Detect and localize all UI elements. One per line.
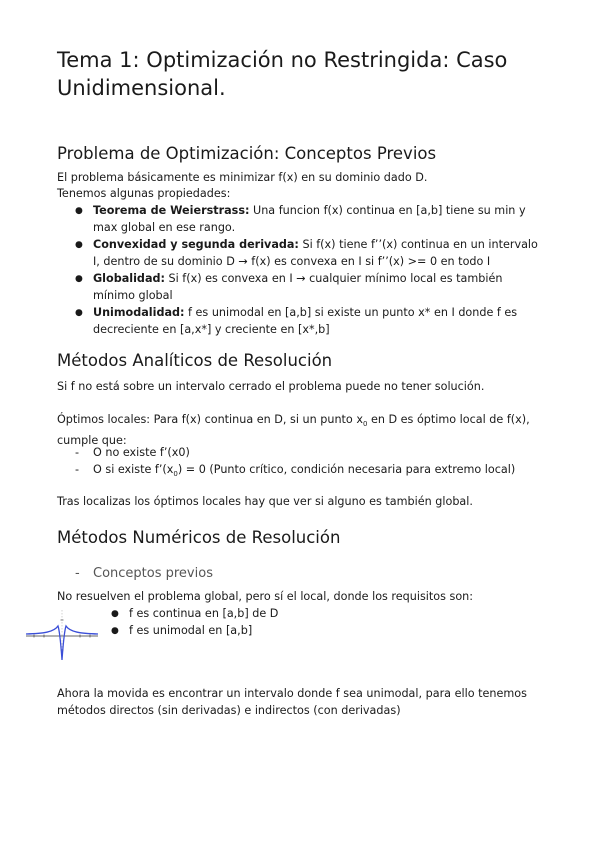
list-item xyxy=(57,203,547,236)
list-item-text: Una funcion f(x) continua en [a,b] tiene su min y max global en ese rango. xyxy=(93,204,526,234)
unimodal-function-graph xyxy=(24,606,100,662)
subheading-conceptos-previos xyxy=(57,565,213,583)
paragraph-globales: Tras localizas los óptimos locales hay que ver si alguno es también global. xyxy=(57,495,473,508)
paragraph-intro: El problema básicamente es minimizar f(x) en su dominio dado D. xyxy=(57,171,428,184)
term-weierstrass: Teorema de Weierstrass: xyxy=(93,204,250,217)
list-item xyxy=(57,271,547,304)
term-unimodalidad: Unimodalidad: xyxy=(93,306,185,319)
text-fragment: en D es óptimo local de f(x), cumple que: xyxy=(57,413,530,447)
list-item xyxy=(57,305,547,338)
section-heading-metodos-numericos: Métodos Numéricos de Resolución xyxy=(57,528,341,547)
list-item: ● f es unimodal en [a,b] xyxy=(95,623,495,640)
subheading-text: Conceptos previos xyxy=(93,566,213,581)
section-heading-metodos-analiticos: Métodos Analíticos de Resolución xyxy=(57,351,333,370)
list-item-text: Si f(x) tiene f’’(x) continua en un intervalo I, dentro de su dominio D → f(x) es convexa en I si f’’(x) >= 0 en todo I xyxy=(93,238,538,268)
paragraph-requisitos: No resuelven el problema global, pero sí el local, donde los requisitos son: xyxy=(57,590,474,603)
subheading-dash: - xyxy=(75,566,80,581)
list-item xyxy=(57,237,547,270)
term-globalidad: Globalidad: xyxy=(93,272,165,285)
paragraph-intervalo: Si f no está sobre un intervalo cerrado el problema puede no tener solución. xyxy=(57,380,485,393)
subscript: 0 xyxy=(173,469,178,478)
text-fragment: ) = 0 (Punto crítico, condición necesaria para extremo local) xyxy=(177,462,516,476)
list-item xyxy=(57,462,547,483)
conditions-list xyxy=(57,445,547,482)
section-heading-conceptos-previos: Problema de Optimización: Conceptos Previos xyxy=(57,144,437,163)
list-item-text: Si f(x) es convexa en I → cualquier mínimo local es también mínimo global xyxy=(93,272,503,302)
paragraph-optimos-locales xyxy=(57,412,557,449)
paragraph-propiedades: Tenemos algunas propiedades: xyxy=(57,187,231,200)
subscript: 0 xyxy=(362,420,368,429)
term-convexidad: Convexidad y segunda derivada: xyxy=(93,238,299,251)
properties-list xyxy=(57,203,547,339)
text-fragment: Óptimos locales: Para f(x) continua en D, si un punto x xyxy=(57,413,363,426)
requirements-list xyxy=(95,606,495,639)
paragraph-movida: Ahora la movida es encontrar un intervalo donde f sea unimodal, para ello tenemos métodos directos (sin derivadas) e indirectos (con derivadas) xyxy=(57,687,527,717)
list-item-text: f es unimodal en [a,b] si existe un punto x* en I donde f es decreciente en [a,x*] y creciente en [x*,b] xyxy=(93,306,518,336)
page-title: Tema 1: Optimización no Restringida: Caso Unidimensional. xyxy=(57,48,508,100)
list-item: ● f es continua en [a,b] de D xyxy=(95,606,495,623)
text-fragment: O si existe f’(x xyxy=(93,462,174,476)
list-item: - O no existe f’(x0) xyxy=(57,445,547,462)
